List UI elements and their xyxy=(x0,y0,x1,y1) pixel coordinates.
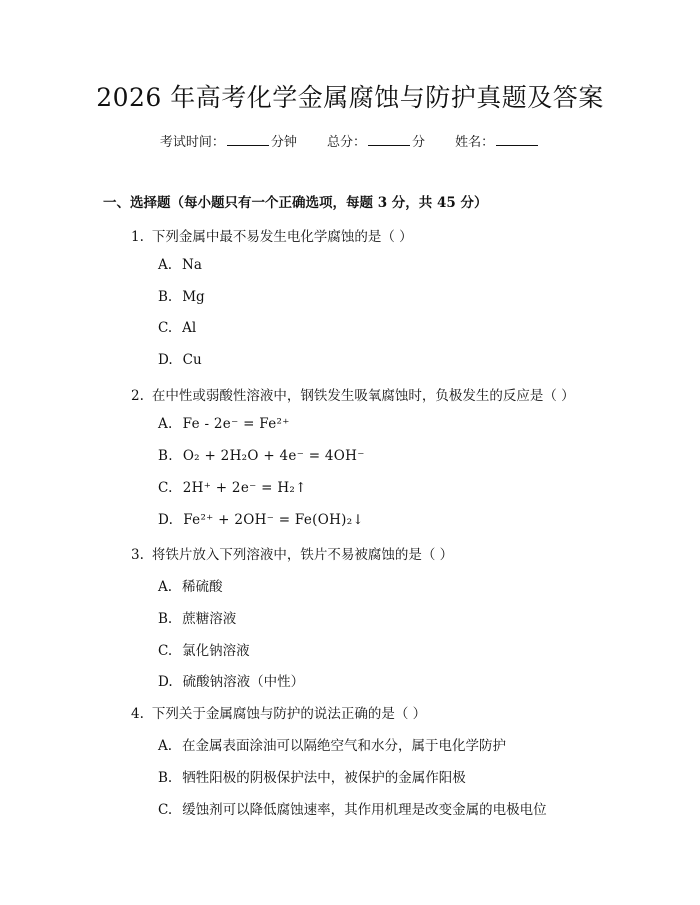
option-text: Al xyxy=(182,320,197,336)
option-letter: B. xyxy=(158,611,173,627)
option-letter: B. xyxy=(158,448,173,464)
option-letter: C. xyxy=(158,802,173,818)
exam-time-unit: 分钟 xyxy=(270,135,297,150)
exam-meta xyxy=(0,131,700,150)
option-text: Mg xyxy=(182,289,205,305)
total-score-blank xyxy=(368,134,410,146)
option-letter: A. xyxy=(158,257,173,273)
question-3 xyxy=(131,543,453,563)
option-2d xyxy=(158,512,364,528)
option-text: 氯化钠溶液 xyxy=(182,643,250,659)
exam-time-blank xyxy=(227,134,269,146)
total-score xyxy=(327,131,425,150)
question-number: 4. xyxy=(131,706,144,722)
option-3d xyxy=(158,670,304,690)
option-text: 硫酸钠溶液（中性） xyxy=(182,674,305,690)
option-1c xyxy=(158,320,196,336)
question-1 xyxy=(131,225,413,245)
question-number: 3. xyxy=(131,547,144,563)
option-3c xyxy=(158,639,250,659)
total-score-unit: 分 xyxy=(412,135,426,150)
question-number: 2. xyxy=(131,388,144,404)
option-letter: B. xyxy=(158,289,173,305)
option-1b xyxy=(158,289,205,305)
page-title: 2026 年高考化学金属腐蚀与防护真题及答案 xyxy=(96,83,604,112)
option-1d xyxy=(158,352,202,368)
option-4b xyxy=(158,766,466,786)
option-text: Na xyxy=(182,257,202,273)
option-letter: A. xyxy=(158,416,173,432)
exam-time-label: 考试时间： xyxy=(159,135,225,150)
option-text: 在金属表面涂油可以隔绝空气和水分，属于电化学防护 xyxy=(182,738,507,754)
question-text: 下列金属中最不易发生电化学腐蚀的是（ ） xyxy=(151,229,413,245)
option-letter: C. xyxy=(158,480,173,496)
option-4a xyxy=(158,734,506,754)
question-number: 1. xyxy=(131,229,144,245)
exam-time xyxy=(160,131,297,150)
option-text: 稀硫酸 xyxy=(182,579,223,595)
student-name-label: 姓名： xyxy=(455,135,495,150)
option-letter: D. xyxy=(158,352,173,368)
option-3a xyxy=(158,575,223,595)
option-text: Fe - 2e⁻ = Fe²⁺ xyxy=(182,416,290,432)
question-4 xyxy=(131,702,426,722)
student-name-blank xyxy=(496,134,538,146)
option-1a xyxy=(158,257,202,273)
question-2 xyxy=(131,384,575,404)
question-text: 将铁片放入下列溶液中，铁片不易被腐蚀的是（ ） xyxy=(151,547,454,563)
total-score-label: 总分： xyxy=(326,135,366,150)
option-text: O₂ + 2H₂O + 4e⁻ = 4OH⁻ xyxy=(182,448,365,464)
option-2c xyxy=(158,480,307,496)
option-letter: C. xyxy=(158,320,173,336)
option-letter: A. xyxy=(158,738,173,754)
option-text: 牺牲阳极的阴极保护法中，被保护的金属作阳极 xyxy=(182,770,466,786)
option-letter: D. xyxy=(158,512,174,528)
option-text: 缓蚀剂可以降低腐蚀速率，其作用机理是改变金属的电极电位 xyxy=(182,802,547,818)
section-heading: 一、选择题（每小题只有一个正确选项，每题 3 分，共 45 分） xyxy=(103,195,488,211)
option-4c xyxy=(158,798,547,818)
option-2b xyxy=(158,448,365,464)
option-text: 2H⁺ + 2e⁻ = H₂↑ xyxy=(182,480,307,496)
option-letter: A. xyxy=(158,579,173,595)
option-letter: C. xyxy=(158,643,173,659)
question-text: 在中性或弱酸性溶液中，钢铁发生吸氧腐蚀时，负极发生的反应是（ ） xyxy=(151,388,575,404)
option-text: Fe²⁺ + 2OH⁻ = Fe(OH)₂↓ xyxy=(183,512,365,528)
option-text: 蔗糖溶液 xyxy=(182,611,237,627)
option-text: Cu xyxy=(182,352,202,368)
option-letter: D. xyxy=(158,674,173,690)
question-text: 下列关于金属腐蚀与防护的说法正确的是（ ） xyxy=(151,706,427,722)
option-letter: B. xyxy=(158,770,173,786)
option-3b xyxy=(158,607,236,627)
student-name xyxy=(455,131,540,150)
option-2a xyxy=(158,416,290,432)
